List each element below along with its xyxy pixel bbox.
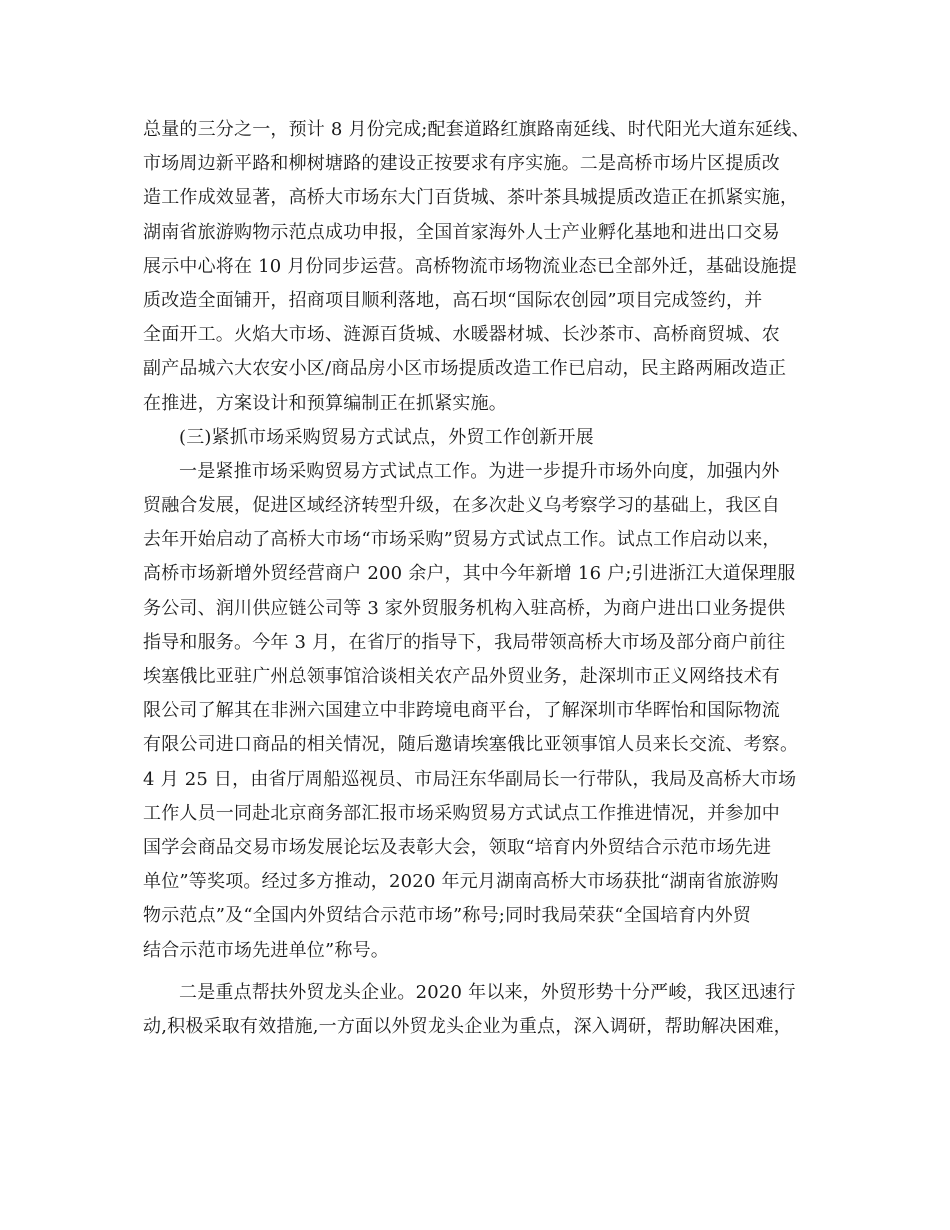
paragraph-first-line: 一是紧推市场采购贸易方式试点工作。为进一步提升市场外向度，加强内外: [179, 460, 780, 482]
text-line: 造工作成效显著，高桥大市场东大门百货城、茶叶茶具城提质改造正在抓紧实施，: [143, 187, 799, 209]
text-line: 国学会商品交易市场发展论坛及表彰大会，领取“培育内外贸结合示范市场先进: [143, 836, 772, 858]
paragraph-gap: [143, 968, 815, 976]
text-line: 动,积极采取有效措施,一方面以外贸龙头企业为重点，深入调研，帮助解决困难，: [143, 1015, 792, 1037]
text-line: 去年开始启动了高桥大市场“市场采购”贸易方式试点工作。试点工作启动以来，: [143, 529, 781, 551]
text-line: 贸融合发展，促进区域经济转型升级，在多次赴义乌考察学习的基础上，我区自: [143, 495, 780, 517]
text-line: 质改造全面铺开，招商项目顺利落地，高石坝“国际农创园”项目完成签约，并: [143, 289, 763, 311]
text-line: 展示中心将在 10 月份同步运营。高桥物流市场物流业态已全部外迁，基础设施提: [143, 255, 797, 277]
text-line: 市场周边新平路和柳树塘路的建设正按要求有序实施。二是高桥市场片区提质改: [143, 153, 780, 175]
text-line: 在推进，方案设计和预算编制正在抓紧实施。: [143, 392, 507, 414]
document-body: [143, 113, 815, 1044]
text-line: 总量的三分之一，预计 8 月份完成;配套道路红旗路南延线、时代阳光大道东延线、: [143, 119, 810, 140]
text-line: 务公司、润川供应链公司等 3 家外贸服务机构入驻高桥，为商户进出口业务提供: [143, 597, 786, 619]
text-line: 湖南省旅游购物示范点成功申报，全国首家海外人士产业孵化基地和进出口交易: [143, 221, 780, 243]
section-heading: (三)紧抓市场采购贸易方式试点，外贸工作创新开展: [179, 426, 594, 448]
text-line: 4 月 25 日，由省厅周船巡视员、市局汪东华副局长一行带队，我局及高桥大市场: [143, 768, 797, 790]
text-line: 单位”等奖项。经过多方推动，2020 年元月湖南高桥大市场获批“湖南省旅游购: [143, 871, 779, 893]
text-line: 高桥市场新增外贸经营商户 200 余户，其中今年新增 16 户;引进浙江大道保理服: [143, 563, 796, 585]
text-line: 有限公司进口商品的相关情况，随后邀请埃塞俄比亚领事馆人员来长交流、考察。: [143, 734, 799, 756]
text-line: 工作人员一同赴北京商务部汇报市场采购贸易方式试点工作推进情况，并参加中: [143, 802, 780, 824]
text-line: 副产品城六大农安小区/商品房小区市场提质改造工作已启动，民主路两厢改造正: [143, 358, 787, 380]
text-line: 指导和服务。今年 3 月，在省厅的指导下，我局带领高桥大市场及部分商户前往: [143, 631, 786, 653]
text-line: 埃塞俄比亚驻广州总领事馆洽谈相关农产品外贸业务，赴深圳市正义网络技术有: [143, 666, 780, 687]
text-line: 物示范点”及“全国内外贸结合示范市场”称号;同时我局荣获“全国培育内外贸: [143, 905, 752, 927]
text-line: 全面开工。火焰大市场、涟源百货城、水暖器材城、长沙茶市、高桥商贸城、农: [143, 324, 780, 346]
paragraph-first-line: 二是重点帮扶外贸龙头企业。2020 年以来，外贸形势十分严峻，我区迅速行: [179, 981, 796, 1003]
text-line: 限公司了解其在非洲六国建立中非跨境电商平台，了解深圳市华晖怡和国际物流: [143, 700, 780, 722]
text-line: 结合示范市场先进单位”称号。: [143, 939, 390, 961]
